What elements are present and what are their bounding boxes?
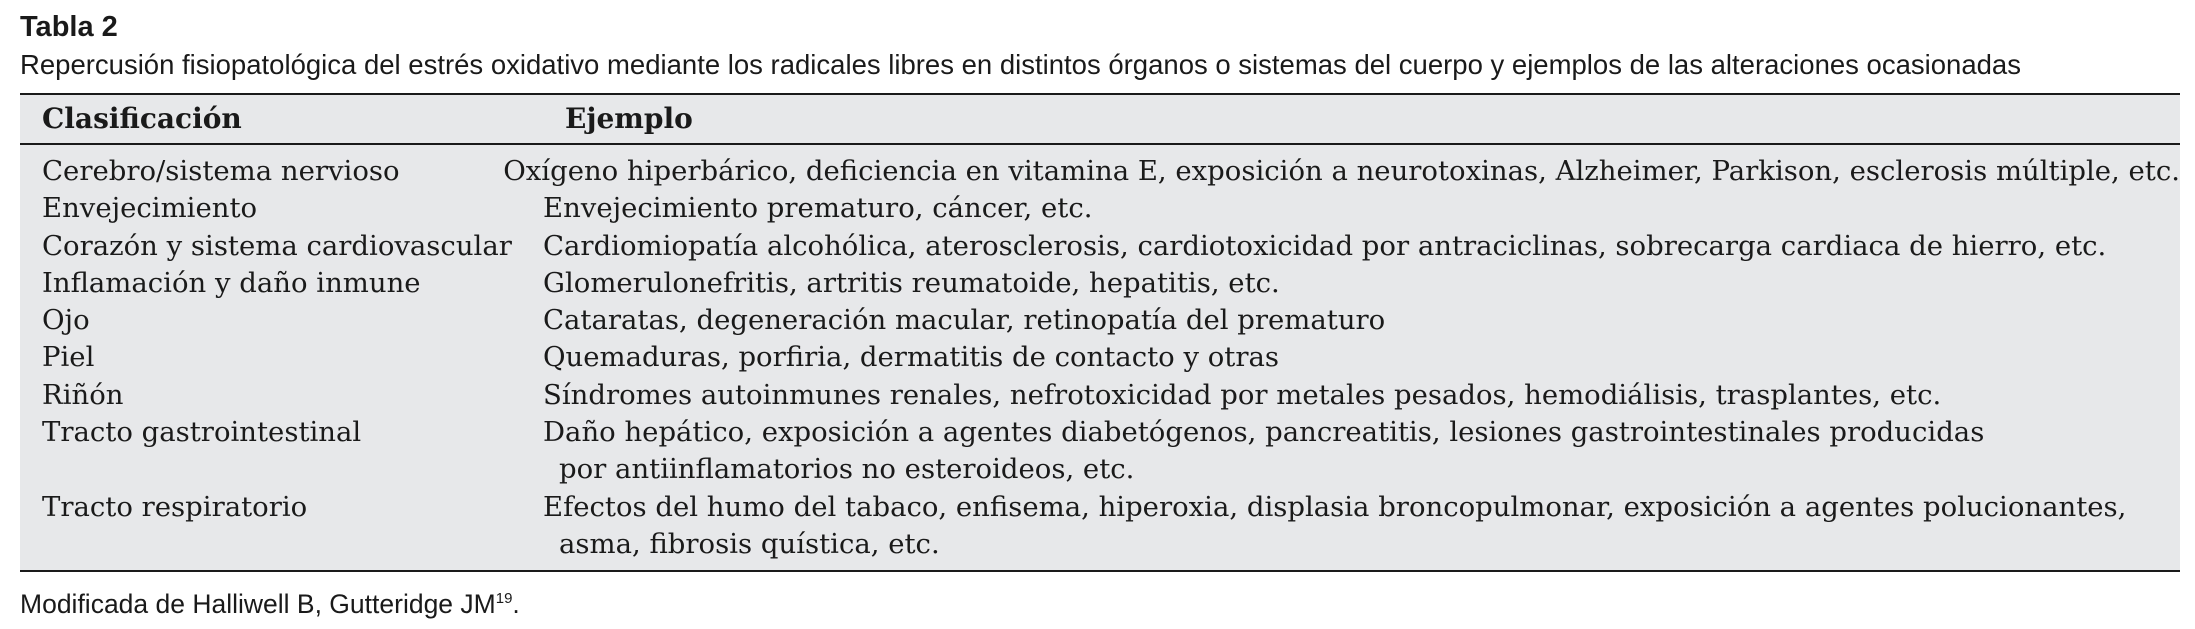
classification-cell: Riñón — [42, 378, 124, 411]
example-cell — [543, 377, 2180, 414]
footnote-text: Modificada de Halliwell B, Gutteridge JM — [20, 589, 496, 619]
table-row — [20, 414, 2180, 489]
classification-cell: Ojo — [42, 304, 90, 337]
example-line: Síndromes autoinmunes renales, nefrotoxicidad por metales pesados, hemodiálisis, trasplantes, etc. — [543, 378, 1942, 411]
example-cell — [543, 228, 2180, 265]
table-row — [20, 339, 2180, 376]
classification-cell: Tracto respiratorio — [42, 490, 308, 523]
example-cell — [543, 265, 2180, 302]
table-footnote — [20, 582, 520, 621]
classification-cell: Piel — [42, 341, 95, 374]
example-cell — [543, 302, 2180, 339]
example-cell — [503, 153, 2180, 190]
example-line-continuation: asma, fibrosis quística, etc. — [559, 527, 940, 560]
header-classification: Clasificación — [42, 102, 242, 135]
example-line: Cardiomiopatía alcohólica, aterosclerosis, cardiotoxicidad por antraciclinas, sobrecarga cardiaca de hierro, etc. — [543, 229, 2107, 262]
example-line: Envejecimiento prematuro, cáncer, etc. — [543, 192, 1093, 225]
table-row — [20, 265, 2180, 302]
example-cell — [543, 190, 2180, 227]
table-header-row — [20, 95, 2180, 145]
classification-cell: Inflamación y daño inmune — [42, 266, 421, 299]
footnote-reference: 19 — [495, 590, 513, 607]
table-row — [20, 489, 2180, 564]
classification-cell: Corazón y sistema cardiovascular — [42, 229, 512, 262]
example-line-continuation: por antiinflamatorios no esteroideos, etc. — [559, 453, 1135, 486]
classification-cell: Envejecimiento — [42, 192, 258, 225]
table-row — [20, 190, 2180, 227]
classification-cell: Tracto gastrointestinal — [42, 416, 362, 449]
header-example: Ejemplo — [565, 102, 693, 135]
table-body — [20, 153, 2180, 563]
example-line: Daño hepático, exposición a agentes diabetógenos, pancreatitis, lesiones gastrointestinales producidas — [543, 416, 1985, 449]
example-line: Quemaduras, porfiria, dermatitis de contacto y otras — [543, 341, 1279, 374]
example-line: Efectos del humo del tabaco, enfisema, hiperoxia, displasia broncopulmonar, exposición a agentes polucionantes, — [543, 490, 2127, 523]
table-row — [20, 153, 2180, 190]
example-line: Oxígeno hiperbárico, deficiencia en vitamina E, exposición a neurotoxinas, Alzheimer, Parkison, esclerosis múltiple, etc. — [503, 155, 2180, 187]
example-line: Cataratas, degeneración macular, retinopatía del prematuro — [543, 304, 1386, 337]
classification-cell: Cerebro/sistema nervioso — [42, 155, 400, 187]
example-cell — [543, 339, 2180, 376]
data-table — [20, 93, 2180, 572]
example-cell — [543, 414, 2180, 489]
example-cell — [543, 489, 2180, 564]
table-row — [20, 228, 2180, 265]
table-row — [20, 377, 2180, 414]
example-line: Glomerulonefritis, artritis reumatoide, hepatitis, etc. — [543, 266, 1280, 299]
table-row — [20, 302, 2180, 339]
table-caption-number: Tabla 2 — [20, 11, 118, 43]
table-caption-title: Repercusión fisiopatológica del estrés oxidativo mediante los radicales libres en distintos órganos o sistemas del cuerpo y ejemplos de las alteraciones ocasionadas — [20, 49, 2021, 80]
footnote-end: . — [512, 589, 520, 619]
